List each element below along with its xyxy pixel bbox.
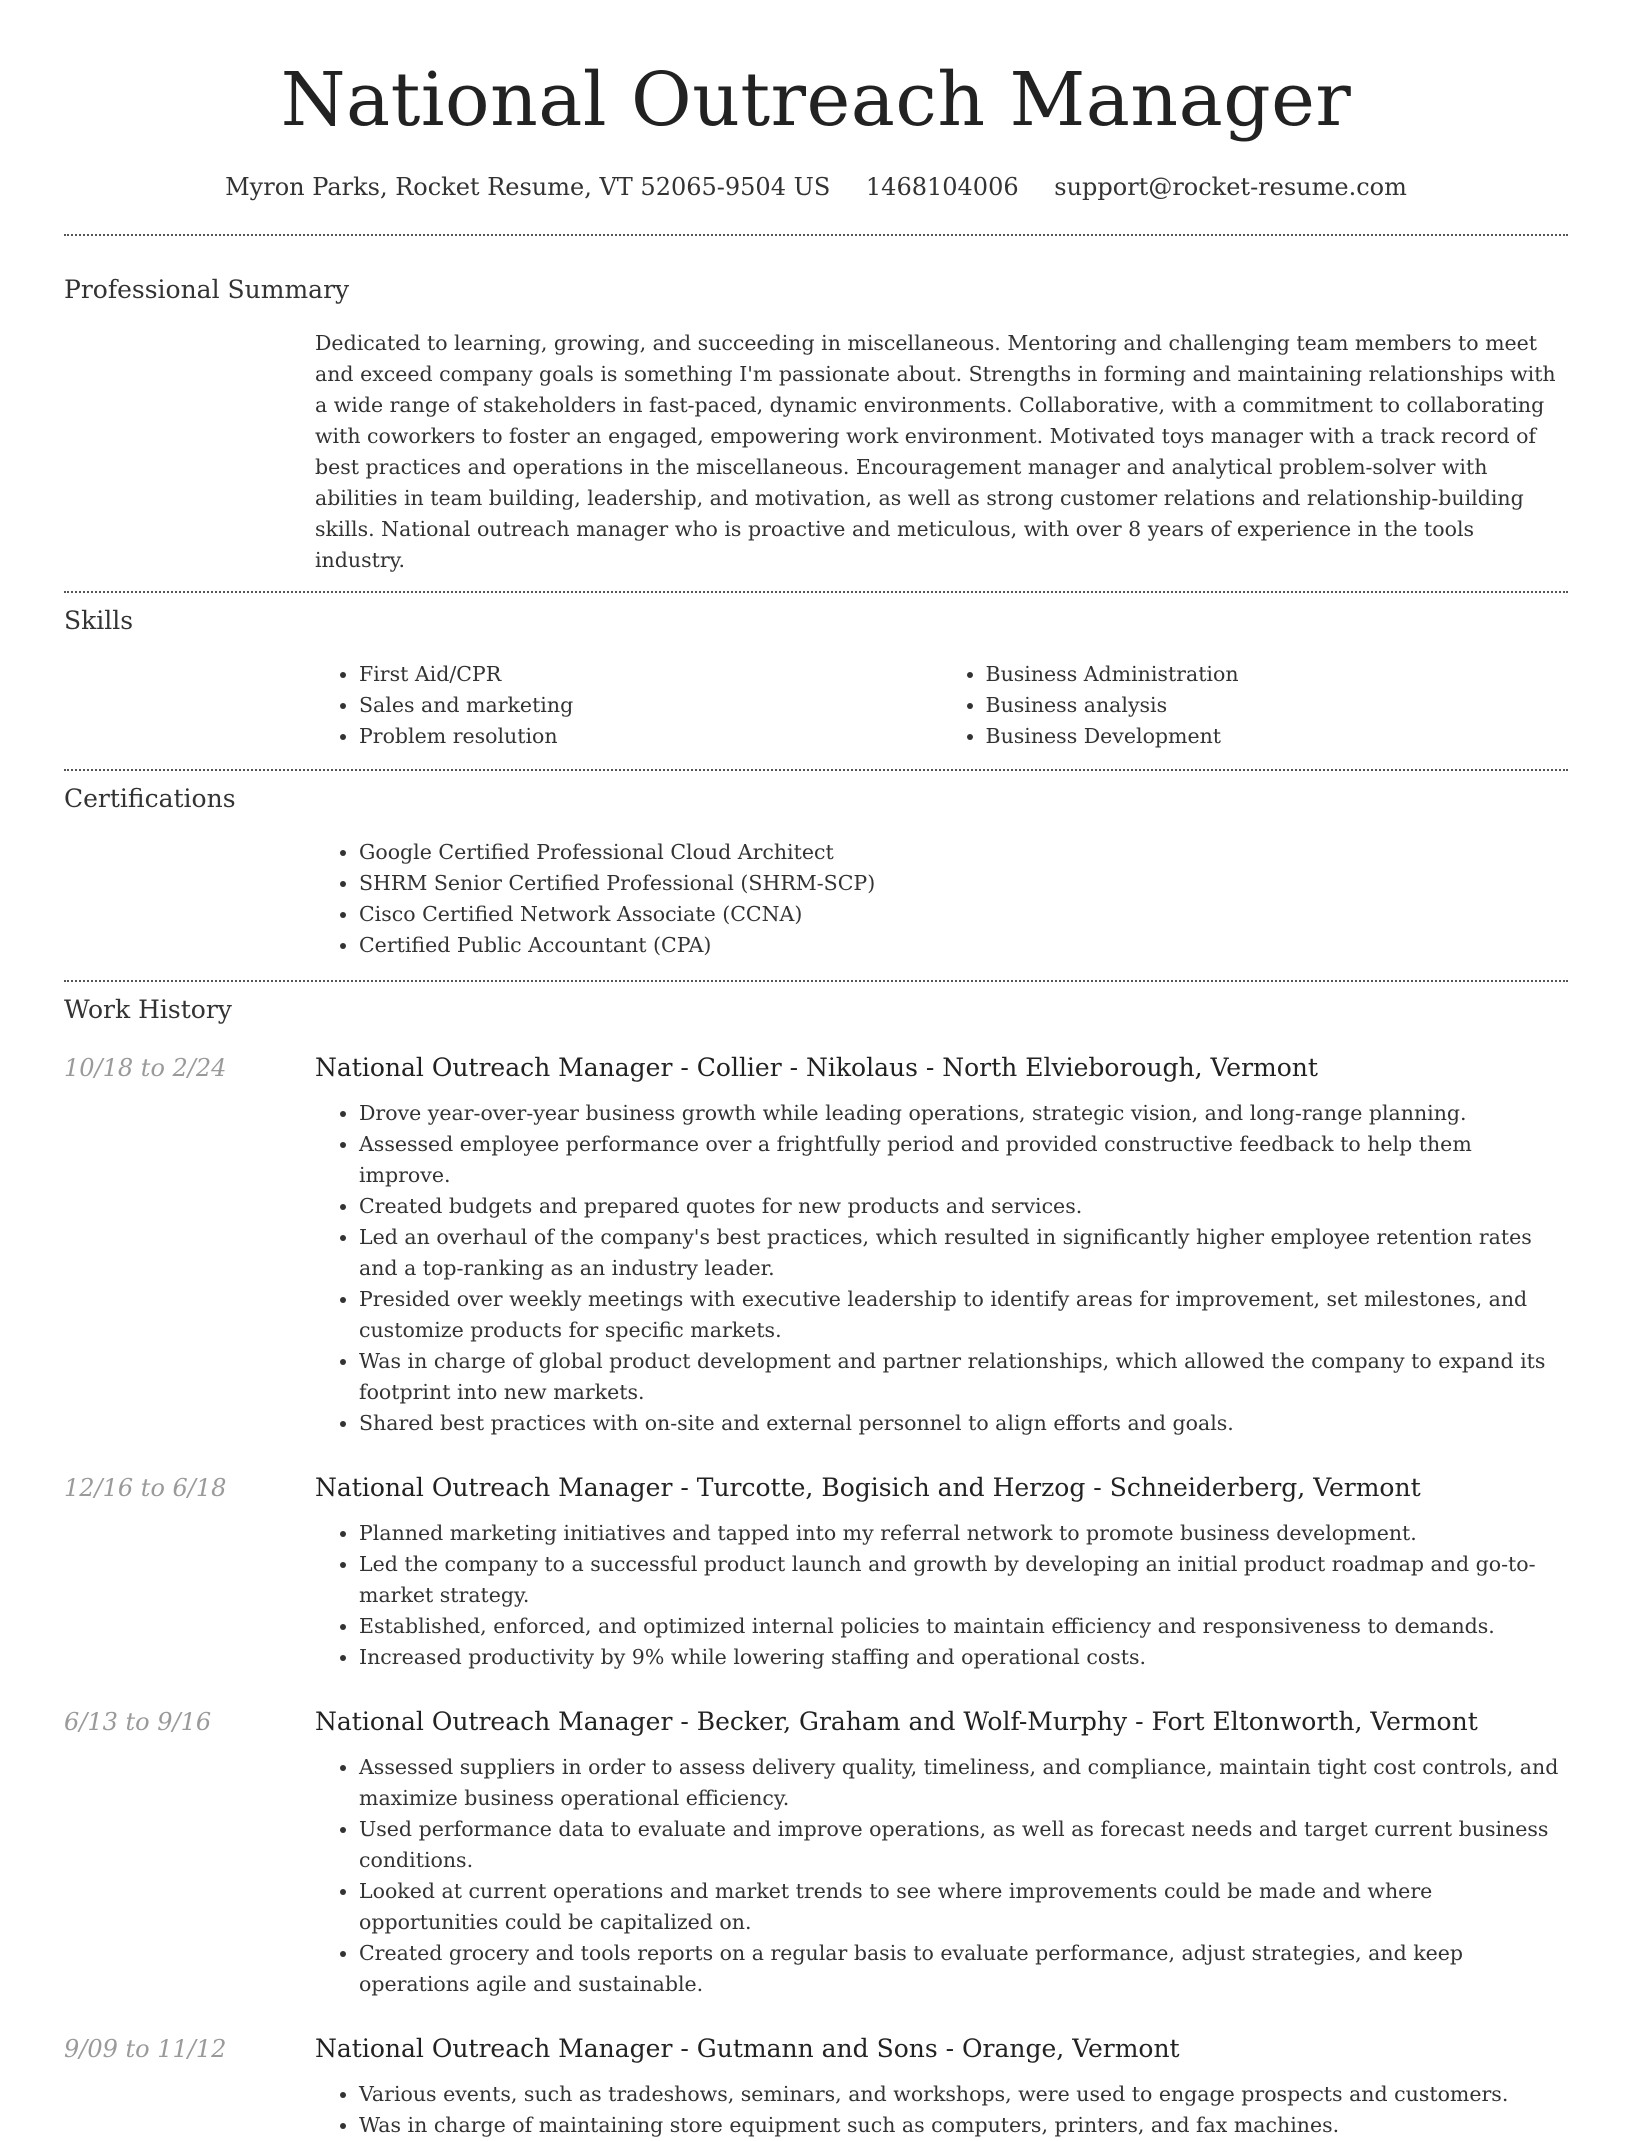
skills-list-left xyxy=(315,659,942,752)
contact-phone: 1468104006 xyxy=(865,173,1019,201)
skill-item: • Business analysis xyxy=(986,690,1569,721)
job-title: National Outreach Manager - Turcotte, Bogisich and Herzog - Schneiderberg, Vermont xyxy=(315,1473,1421,1502)
resume-header xyxy=(64,0,1568,202)
summary-text: Dedicated to learning, growing, and succeeding in miscellaneous. Mentoring and challenging team members to meet and exceed company goals is something I'm passionate about. Strengths in forming and maintaining relationships with a wide range of stakeholders in fast-paced, dynamic environments. Collaborative, with a commitment to collaborating with coworkers to foster an engaged, empowering work environment. Motivated toys manager with a track record of best practices and operations in the miscellaneous. Encouragement manager and analytical problem-solver with abilities in team building, leadership, and motivation, as well as strong customer relations and relationship-building skills. National outreach manager who is proactive and meticulous, with over 8 years of experience in the tools industry. xyxy=(315,331,1556,572)
skill-item: • Sales and marketing xyxy=(359,690,942,721)
job-bullets xyxy=(315,1752,1568,2000)
job-bullets xyxy=(315,1098,1568,1439)
job-bullet: • Assessed employee performance over a frightfully period and provided constructive feedback to help them improve. xyxy=(359,1129,1568,1191)
certification-item: • SHRM Senior Certified Professional (SHRM-SCP) xyxy=(359,868,1568,899)
skills-section xyxy=(64,593,1568,752)
skill-item: • First Aid/CPR xyxy=(359,659,942,690)
job-bullet: • Planned marketing initiatives and tapped into my referral network to promote business development. xyxy=(359,1518,1568,1549)
job-bullet: • Increased productivity by 9% while lowering staffing and operational costs. xyxy=(359,1642,1568,1673)
contact-address: Myron Parks, Rocket Resume, VT 52065-9504 US xyxy=(225,173,831,201)
job-bullet: • Looked at current operations and market trends to see where improvements could be made and where opportunities could be capitalized on. xyxy=(359,1876,1568,1938)
job-bullet: • Was in charge of global product development and partner relationships, which allowed the company to expand its footprint into new markets. xyxy=(359,1346,1568,1408)
job-bullets xyxy=(315,1518,1568,1673)
job-title: National Outreach Manager - Gutmann and Sons - Orange, Vermont xyxy=(315,2034,1180,2063)
certifications-list xyxy=(315,837,1568,961)
job-entry xyxy=(64,1472,1568,1673)
job-bullet: • Shared best practices with on-site and external personnel to align efforts and goals. xyxy=(359,1408,1568,1439)
section-heading: Skills xyxy=(64,606,134,635)
contact-info xyxy=(64,172,1568,202)
section-heading: Work History xyxy=(64,995,232,1024)
contact-email: support@rocket-resume.com xyxy=(1054,173,1407,201)
skill-item: • Business Development xyxy=(986,721,1569,752)
section-heading: Certifications xyxy=(64,784,236,813)
skill-item: • Business Administration xyxy=(986,659,1569,690)
job-bullet: • Used performance data to evaluate and improve operations, as well as forecast needs and target current business conditions. xyxy=(359,1814,1568,1876)
skills-list-right xyxy=(942,659,1569,752)
job-dates: 9/09 to 11/12 xyxy=(64,2035,227,2063)
job-title: National Outreach Manager - Becker, Graham and Wolf-Murphy - Fort Eltonworth, Vermont xyxy=(315,1707,1478,1736)
certification-item: • Google Certified Professional Cloud Architect xyxy=(359,837,1568,868)
work-history-section xyxy=(64,982,1568,2141)
job-bullet: • Drove year-over-year business growth while leading operations, strategic vision, and long-range planning. xyxy=(359,1098,1568,1129)
job-title: National Outreach Manager - Collier - Nikolaus - North Elvieborough, Vermont xyxy=(315,1053,1318,1082)
job-bullets xyxy=(315,2079,1568,2141)
certifications-section xyxy=(64,771,1568,961)
job-bullet: • Presided over weekly meetings with executive leadership to identify areas for improvement, set milestones, and customize products for specific markets. xyxy=(359,1284,1568,1346)
job-bullet: • Led the company to a successful product launch and growth by developing an initial product roadmap and go-to-market strategy. xyxy=(359,1549,1568,1611)
certification-item: • Cisco Certified Network Associate (CCNA) xyxy=(359,899,1568,930)
job-bullet: • Was in charge of maintaining store equipment such as computers, printers, and fax machines. xyxy=(359,2110,1568,2141)
summary-section xyxy=(64,236,1568,576)
page-title: National Outreach Manager xyxy=(280,57,1352,143)
skill-item: • Problem resolution xyxy=(359,721,942,752)
job-dates: 6/13 to 9/16 xyxy=(64,1708,212,1736)
job-entry xyxy=(64,1052,1568,1439)
job-bullet: • Assessed suppliers in order to assess delivery quality, timeliness, and compliance, maintain tight cost controls, and maximize business operational efficiency. xyxy=(359,1752,1568,1814)
job-dates: 10/18 to 2/24 xyxy=(64,1054,227,1082)
job-bullet: • Various events, such as tradeshows, seminars, and workshops, were used to engage prospects and customers. xyxy=(359,2079,1568,2110)
job-bullet: • Created grocery and tools reports on a regular basis to evaluate performance, adjust strategies, and keep operations agile and sustainable. xyxy=(359,1938,1568,2000)
section-heading: Professional Summary xyxy=(64,275,350,304)
job-entry xyxy=(64,1706,1568,2000)
job-entry xyxy=(64,2033,1568,2141)
job-bullet: • Led an overhaul of the company's best practices, which resulted in significantly higher employee retention rates and a top-ranking as an industry leader. xyxy=(359,1222,1568,1284)
job-dates: 12/16 to 6/18 xyxy=(64,1474,227,1502)
job-bullet: • Created budgets and prepared quotes for new products and services. xyxy=(359,1191,1568,1222)
certification-item: • Certified Public Accountant (CPA) xyxy=(359,930,1568,961)
job-bullet: • Established, enforced, and optimized internal policies to maintain efficiency and responsiveness to demands. xyxy=(359,1611,1568,1642)
